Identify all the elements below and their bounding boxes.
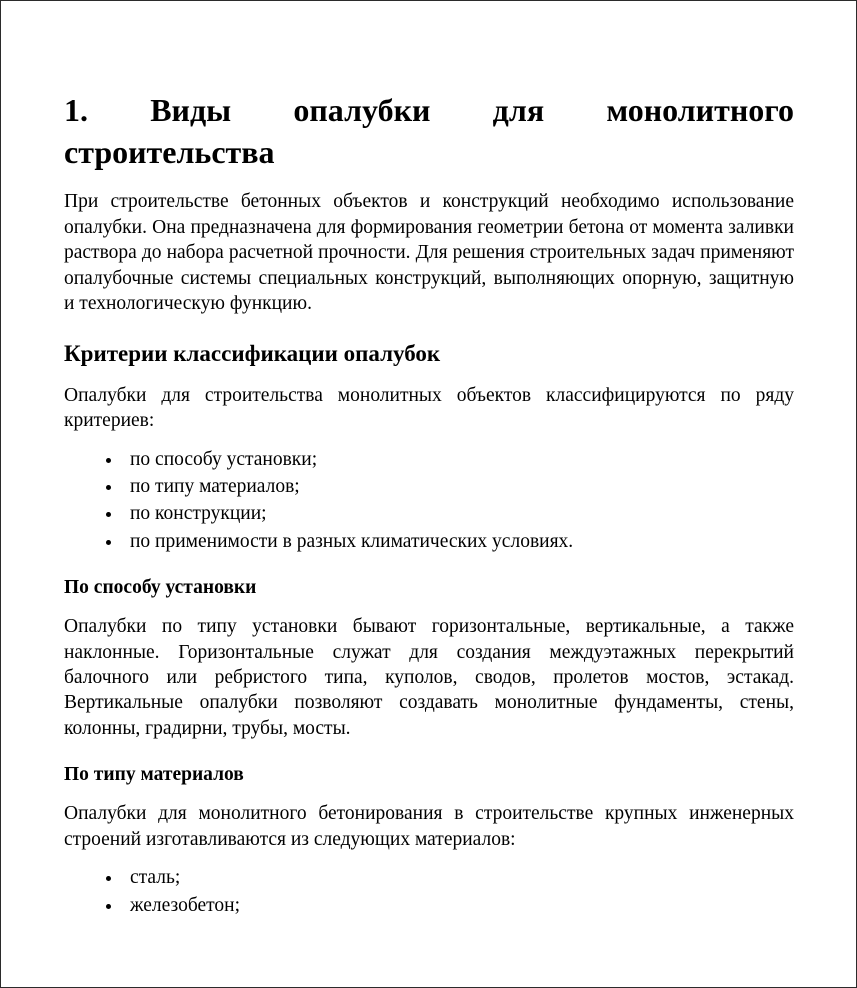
- bullet-item: • железобетон;: [123, 893, 794, 918]
- section-title-criteria: Критерии классификации опалубок: [64, 341, 441, 367]
- bullet-item: • сталь;: [123, 865, 794, 890]
- document-page: [1, 1, 856, 987]
- subsection-title-installation: По способу установки: [64, 577, 257, 598]
- subsection-title-materials: По типу материалов: [64, 764, 244, 786]
- bullet-item: • по применимости в разных климатических условиях.: [123, 529, 794, 554]
- bullet-item: • по способу установки;: [123, 447, 794, 472]
- bullet-item: • по конструкции;: [123, 501, 794, 526]
- materials-bullet-list: [64, 865, 794, 918]
- intro-paragraph: При строительстве бетонных объектов и конструкций необходимо использование опалубки. Она предназначена для формирования геометрии бетона от момента заливки раствора до набора расчетной прочности. Для решения строительных задач применяют опалубочные системы специальных конструкций, выполняющих опорную, защитную и технологическую функцию.: [64, 191, 794, 314]
- bullet-item: • по типу материалов;: [123, 474, 794, 499]
- materials-lead-paragraph: Опалубки для монолитного бетонирования в строительстве крупных инженерных строений изготавливаются из следующих материалов:: [64, 803, 794, 850]
- installation-paragraph: Опалубки по типу установки бывают горизонтальные, вертикальные, а также наклонные. Горизонтальные служат для создания междуэтажных перекрытий балочного или ребристого типа, куполов, сводов, пролетов мостов, эстакад. Вертикальные опалубки позволяют создавать монолитные фундаменты, стены, колонны, градирни, трубы, мосты.: [64, 616, 794, 739]
- criteria-lead-paragraph: Опалубки для строительства монолитных объектов классифицируются по ряду критериев:: [64, 384, 794, 432]
- heading-1: 1. Виды опалубки для монолитного строительства: [64, 92, 794, 171]
- criteria-bullet-list: [64, 447, 794, 554]
